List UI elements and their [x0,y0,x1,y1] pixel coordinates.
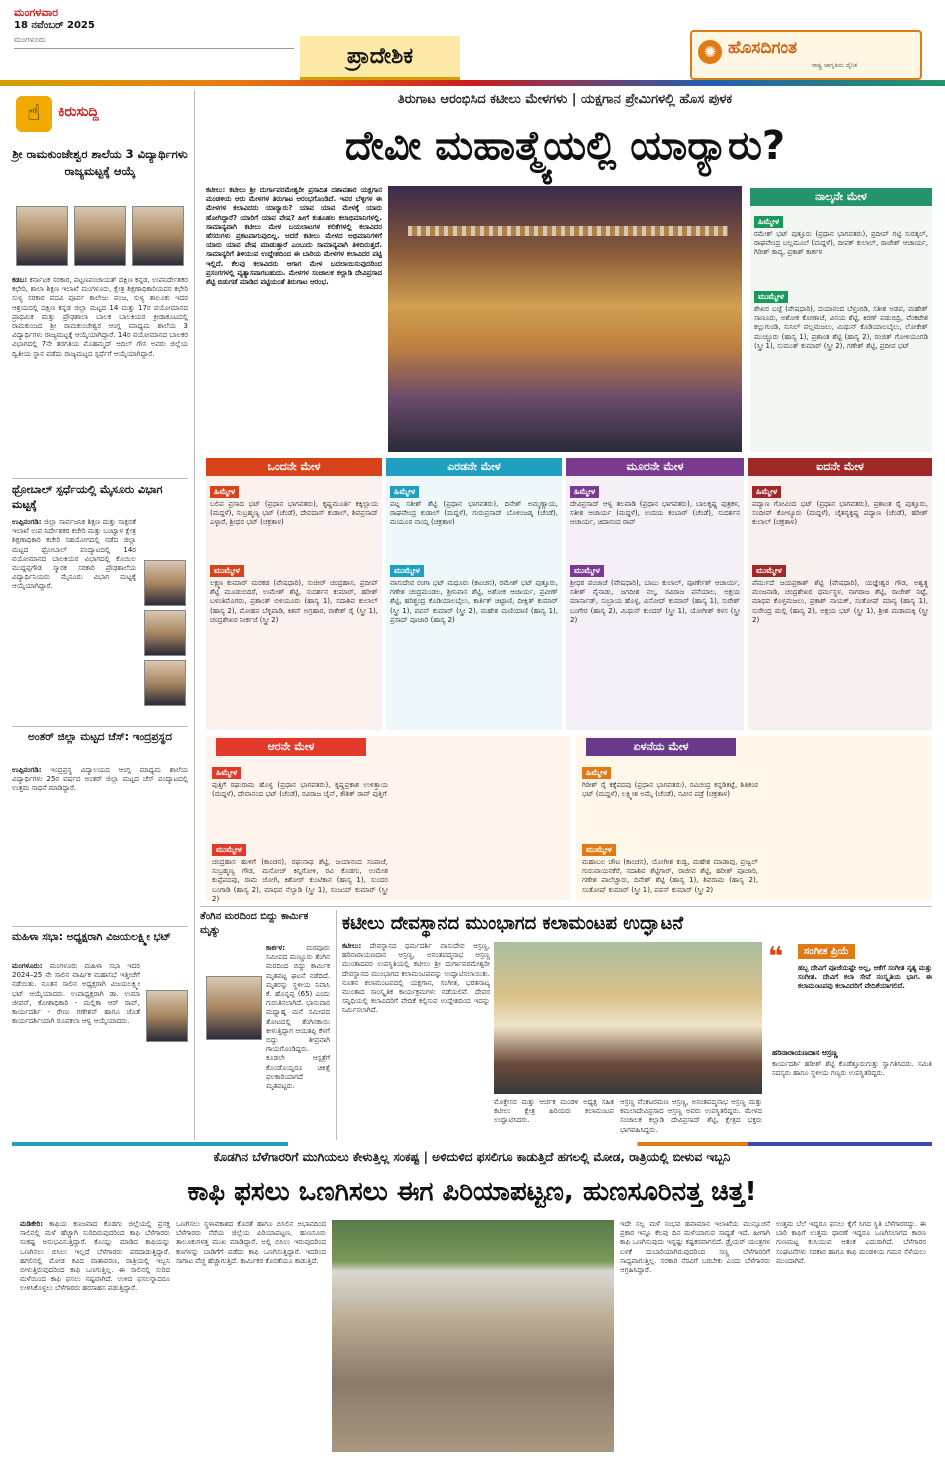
mela-title: ನಾಲ್ಕನೇ ಮೇಳ [750,188,932,206]
dateline: ಉಪ್ಪಿನಂಗಡಿ: [12,766,42,774]
dateline: ಕಡಬ: [12,276,28,284]
dateline: ಕಾರ್ಕಳ: [266,944,285,952]
date-label: 18 ನವೆಂಬರ್ 2025 [14,20,95,31]
kirusuddi-label: ಕಿರುಸುದ್ದಿ [58,104,99,120]
story-text: ದೇವಸ್ಥಾನದ ಧರ್ಮದರ್ಶಿ ವಾಸುದೇವ ಆಸ್ರಣ್ಣ, ಹರಿನಾರಾಯಣದಾಸ ಆಸ್ರಣ್ಣ, ಅನಂತಪದ್ಮನಾಭ ಆಸ್ರಣ್ಣ ಮುಂತಾದವರ ಉಪಸ್ಥಿತಿಯಲ್ಲಿ ಕಟೀಲು ಶ್ರೀ ದುರ್ಗಾಪರಮೇಶ್ವರೀ ದೇವಸ್ಥಾನದ ಮುಂಭಾಗದ ಕಲಾಮಂಟಪವನ್ನು ಉದ್ಘಾಟಿಸಲಾಯಿತು. ನೂತನ ಕಲಾಮಂಟಪದಲ್ಲಿ ಯಕ್ಷಗಾನ, ಸಂಗೀತ, ಭರತನಾಟ್ಯ ಮುಂತಾದ ಸಾಂಸ್ಕೃತಿಕ ಕಾರ್ಯಕ್ರಮಗಳು ನಡೆಯಲಿವೆ. ದೇವರ ಸನ್ನಿಧಿಯಲ್ಲಿ ಕಲಾವಿದರಿಗೆ ವೇದಿಕೆ ಕಲ್ಪಿಸುವ ಉದ್ದೇಶದಿಂದ ಇದನ್ನು ನಿರ್ಮಿಸಲಾಗಿದೆ. [342,942,490,1015]
himmela-tag: ಹಿಮ್ಮೇಳ [582,767,611,779]
city-label: ಮಂಗಳೂರು [14,35,46,44]
mummela-list: ಶೇಖರ ಬಜ್ಪೆ (ವೇಷಧಾರಿ), ದಯಾನಂದ ಬೆಳ್ತಂಗಡಿ, ಸತೀಶ ಅಡಪ, ಮಹೇಶ್ ಸಾಣೂರು, ಅಶೋಕ ಕೋಣಾಜೆ, ವಿನಯ ಶೆಟ್ಟಿ, ಕಿರಣ್ ಪಡುಬಿದ್ರಿ, ವೆಂಕಟೇಶ ಕಲ್ಲುಗುಂಡಿ, ಸುನಿಲ್ ಪಲ್ಲಮಜಲು, ಮಿಥುನ್ ಕೊಡಿಯಾಲಬೈಲು, ಲೋಕೇಶ್ ಮುಚ್ಚೂರು (ಹಾಸ್ಯ 1), ಪ್ರಶಾಂತ ಶೆಟ್ಟಿ (ಹಾಸ್ಯ 2), ರಂಜಿತ್ ಗೋಳಿಯಂಗಡಿ (ಸ್ತ್ರೀ 1), ಸುಮಂತ್ ಕುಮಾರ್ (ಸ್ತ್ರೀ 2), ಗಣೇಶ್ ಶೆಟ್ಟಿ, ಪ್ರದೀಪ ಭಟ್ [754,305,928,350]
mummela-list: ವಾಸುದೇವ ರಂಗಾ ಭಟ್ ಮಧೂರು (ಕಾಂಚನ), ರಮೇಶ್ ಭಟ್ ಪುತ್ತೂರು, ಗಣೇಶ ಚಂದ್ರಮಂಡಲ, ಶ್ರೀನಿವಾಸ ಶೆಟ್ಟಿ, ಅಶೋಕ ಆಚಾರ್ಯ, ಪ್ರವೀಣ್ ಶೆಟ್ಟಿ, ಹರಿಶ್ಚಂದ್ರ ಕೊಡಿಯಾಲಬೈಲು, ಕಾರ್ತಿಕ್ ಚಿಟ್ಟಾಣಿ, ದೀಕ್ಷಿತ್ ಕುಮಾರ್ (ಸ್ತ್ರೀ 1), ಪವನ್ ಕುಮಾರ್ (ಸ್ತ್ರೀ 2), ಮಹೇಶ ಮಣಿಯಾಣಿ (ಹಾಸ್ಯ 1), ಪ್ರಸಾದ್ ಪೂಜಾರಿ (ಹಾಸ್ಯ 2) [390,579,558,624]
mummela-list: ಲಕ್ಷ್ಮಣ ಕುಮಾರ್ ಮರಕಡ (ವೇಷಧಾರಿ), ಸುಜೀರ್ ಚಂದ್ರಹಾಸ, ಪ್ರದೀಪ್ ಶೆಟ್ಟಿ ಮೂಡುಬಿದಿರೆ, ಉಮೇಶ್ ಶೆಟ್ಟಿ, ಸುದರ್ಶನ ಕುಮಾರ್, ಹರೀಶ್ ಬಳಂತಿಮೊಗರು, ಪ್ರಶಾಂತ್ ಬಿಳಿಯೂರು (ಹಾಸ್ಯ 1), ಸದಾಶಿವ ಕುಲಾಲ್ (ಹಾಸ್ಯ 2), ಮೋಹನ ಬೆಳ್ಳಿಪಾಡಿ, ಕಿಶನ್ ಅಗ್ರಹಾರ, ರಾಕೇಶ್ ರೈ (ಸ್ತ್ರೀ 1), ಚಂದ್ರಶೇಖರ ನೀರ್ಕಜೆ (ಸ್ತ್ರೀ 2) [210,579,378,624]
himmela-list: ಪದ್ಯಾಣ ಗೋವಿಂದ ಭಟ್ (ಪ್ರಧಾನ ಭಾಗವತರು), ಪ್ರಶಾಂತ ರೈ ಪುತ್ತೂರು, ಸಂದೀಪ್ ಕೋಳ್ಯೂರು (ಮದ್ದಳೆ), ಚೈತನ್ಯಕೃಷ್ಣ ಪದ್ಯಾಣ (ಚೆಂಡೆ), ಹರೀಶ್ ಕುಲಾಲ್ (ಚಕ್ರತಾಳ) [752,500,928,527]
mela-title: ಮೂರನೇ ಮೇಳ [566,458,744,476]
quote-body: ಕಾರ್ಯದರ್ಶಿ ಹರೀಶ್ ಶೆಟ್ಟಿ ಕೊಡೆತ್ತೂರುಗುತ್ತು ಸ್ವಾಗತಿಸಿದರು. ಸಮಿತಿ ಸದಸ್ಯರು ಹಾಗೂ ಸ್ಥಳೀಯ ಗಣ್ಯರು ಉಪಸ್ಥಿತರಿದ್ದರು. [772,1060,932,1078]
logo-emblem-icon: ✺ [698,40,722,64]
masthead-date-block [14,6,134,45]
mummela-list: ಪೆರ್ಮುದೆ ಜಯಪ್ರಕಾಶ್ ಶೆಟ್ಟಿ (ವೇಷಧಾರಿ), ಯಜ್ಞೇಶ್ವರ ಗೌಡ, ಅಶ್ವತ್ಥ ಮಂಜನಾಡಿ, ಚಂದ್ರಶೇಖರ ಧರ್ಮಸ್ಥಳ, ನಾಗರಾಜ ಶೆಟ್ಟಿ, ರಾಜೇಶ್ ನಿಟ್ಟೆ, ಮಾಧವ ಕೊಳ್ತಮಜಲು, ಪ್ರಕಾಶ್ ನಾಯಕ್, ಸಂತೋಷ್ ಮಾನ್ಯ (ಹಾಸ್ಯ 1), ಸುರೇಂದ್ರ ಮಲ್ಲಿ (ಹಾಸ್ಯ 2), ಅಕ್ಷಯ ಭಟ್ (ಸ್ತ್ರೀ 1), ಶ್ರೀಶ ಮಡಾಮಕ್ಕಿ (ಸ್ತ್ರೀ 2) [752,579,928,624]
quote-tag: ಸಂಗೀತ ಪ್ರಿಯೆ [798,944,855,959]
dateline: ಕಟೀಲು: [342,942,362,950]
story-headline: ಶ್ರೀ ರಾಮಕುಂಜೇಶ್ವರ ಶಾಲೆಯ 3 ವಿದ್ಯಾರ್ಥಿಗಳು ರಾಜ್ಯಮಟ್ಟಕ್ಕೆ ಆಯ್ಕೆ [12,147,188,178]
dateline: ಮಂಗಳೂರು: [12,962,43,970]
coffee-drying-photo [332,1220,614,1452]
lead-headline: ದೇವೀ ಮಹಾತ್ಮ್ಯೆಯಲ್ಲಿ ಯಾರ್‍ಯಾರು? [344,123,786,169]
newspaper-logo [690,30,922,80]
stage-lights [408,226,728,236]
header-rule [14,48,294,49]
photo-caption: ಮೊಕ್ತೇಸರ ಮತ್ತು ಆರ್ಚಕ ಮಂಡಳಿ ಅಧ್ಯಕ್ಷ ಸಹಿತ ಕಟೀಲು ಕ್ಷೇತ್ರ ಹಿರಿಯರು ಕಲಾಮಂಟಪ ಉದ್ಘಾಟಿಸಿದರು. [494,1098,614,1125]
student-photo [144,660,186,706]
coffee-col-4: ಉತ್ತಮ ಬೆಲೆ ಇದ್ದರೂ ಫಸಲು ಕೈಗೆ ಸಿಗದ ಸ್ಥಿತಿ ಬೆಳೆಗಾರರದ್ದು. ಈ ಬಾರಿ ಕಾಫಿಗೆ ಉತ್ತಮ ಧಾರಣೆ ಇದ್ದರೂ ಒಣಗಿಸಲಾಗದ ಕಾರಣ ಗುಣಮಟ್ಟ ಕುಸಿಯುವ ಆತಂಕ ಎದುರಾಗಿದೆ. ಬೆಳೆಗಾರರ ಸಂಘಟನೆಗಳು ಸರಕಾರ ಹಾಗೂ ಕಾಫಿ ಮಂಡಳಿಯ ಗಮನ ಸೆಳೆಯಲು ಮುಂದಾಗಿವೆ. [776,1220,926,1265]
himmela-list: ಗಿರೀಶ್ ರೈ ಕಕ್ಕೆಪದವು (ಪ್ರಧಾನ ಭಾಗವತರು), ರವಿಚಂದ್ರ ಕನ್ನಡಿಕಟ್ಟೆ, ಶಿತಿಕಂಠ ಭಟ್ (ಮದ್ದಳೆ), ಲಕ್ಷ್ಮೀಶ ಅಮೈ (ಚೆಂಡೆ), ನವೀನ ಪಡ್ರೆ (ಚಕ್ರತಾಳ) [582,781,758,799]
mela-box-7 [576,736,932,900]
himmela-tag: ಹಿಮ್ಮೇಳ [570,486,599,498]
kirusuddi-badge [12,94,182,134]
victim-photo [206,976,262,1040]
mummela-tag: ಮುಮ್ಮೇಳ [582,844,616,856]
mela-box-5 [748,458,932,730]
kirusuddi-column [12,90,190,1140]
story-body [12,962,140,1132]
story-text: ಕಾಫಿಯ ಕಣಜವಾದ ಕೊಡಗು ಜಿಲ್ಲೆಯಲ್ಲಿ ಪ್ರಸಕ್ತ ಸಾಲಿನಲ್ಲಿ ಮಳೆ ಹೆಚ್ಚಾಗಿ ಸುರಿದಿರುವುದರಿಂದ ಕಾಫಿ ಬೆಳೆಗಾರರು ಸಂಕಷ್ಟ ಅನುಭವಿಸುತ್ತಿದ್ದಾರೆ. ಕೊಯ್ಲು ಮಾಡಿದ ಕಾಫಿಯನ್ನು ಒಣಗಿಸಲು ಬಿಸಿಲು ಇಲ್ಲದೆ ಬೆಳೆಗಾರರು ಪರದಾಡುತ್ತಿದ್ದಾರೆ. ಹಗಲಿನಲ್ಲಿ ಮೋಡ ಕವಿದ ವಾತಾವರಣ, ರಾತ್ರಿಯಲ್ಲಿ ಇಬ್ಬನಿ ಬೀಳುತ್ತಿರುವುದರಿಂದ ಕಾಫಿ ಒಣಗುತ್ತಿಲ್ಲ. ಈ ಸಾಲಿನಲ್ಲಿ ಸುರಿದ ಮಳೆಯಿಂದ ಕಾಫಿ ಫಸಲು ನಷ್ಟವಾಗಿದೆ. ಉಳಿದ ಫಸಲನ್ನಾದರೂ ಉಳಿಸಿಕೊಳ್ಳಲು ಬೆಳೆಗಾರರು ಹರಸಾಹಸ ಪಡುತ್ತಿದ್ದಾರೆ. [20,1220,170,1293]
story-body [266,944,330,1091]
himmela-tag: ಹಿಮ್ಮೇಳ [210,486,239,498]
story-body [12,518,136,718]
column-divider [194,90,195,1140]
dateline: ಉಪ್ಪಿನಂಗಡಿ: [12,518,42,526]
kalamantapa-body-2: ಆಸ್ರಣ್ಣ ವೆಂಕಟರಮಣ ಆಸ್ರಣ್ಣ, ಅನಂತಪದ್ಮನಾಭ ಆಸ್ರಣ್ಣ ಮತ್ತು ಕಮಲಾದೇವಿಪ್ರಸಾದ ಆಸ್ರಣ್ಣ ಅವರು ಉಪಸ್ಥಿತರಿದ್ದರು. ಮೇಳದ ಸಂಚಾಲಕ ಕಲ್ಲಾಡಿ ದೇವಿಪ್ರಸಾದ್ ಶೆಟ್ಟಿ, ಕ್ಷೇತ್ರದ ಭಕ್ತರು ಭಾಗವಹಿಸಿದ್ದರು. [620,1098,762,1134]
himmela-list: ಪಟ್ಲ ಸತೀಶ್ ಶೆಟ್ಟಿ (ಪ್ರಧಾನ ಭಾಗವತರು), ದಿನೇಶ್ ಅಮ್ಮಣ್ಣಾಯ, ರಾಘವೇಂದ್ರ ಕುಡಾಲ್ (ಮದ್ದಳೆ), ಗುರುಪ್ರಸಾದ್ ಬೊಳಿಂಜಡ್ಕ (ಚೆಂಡೆ), ಮಯೂರ ನಾಯ್ಗ (ಚಕ್ರತಾಳ) [390,500,558,527]
logo-title: ಹೊಸದಿಗಂತ [728,38,798,58]
mela-box-2 [386,458,562,730]
mela-box-6 [206,736,570,903]
mela-box-4 [750,188,932,452]
himmela-tag: ಹಿಮ್ಮೇಳ [752,486,781,498]
mummela-list: ಚಂದ್ರಹಾಸ ಹುಳಿಗೆ (ಕಾಂಚನ), ರಘುನಾಥ ಶೆಟ್ಟಿ, ಜಯಾನಂದ ಸಂಪಾಜೆ, ಸುಬ್ರಹ್ಮಣ್ಯ ಗೌಡ, ಮನೋಜ್ ಕಿನ್ನಿಗೋಳಿ, ರವಿ ಕೊಡಗು, ಉಮೇಶ ಕುಪ್ಪೆಪದವು, ರಾಮ ಜೋಗಿ, ಕಿಶೋರ್ ಕುಂಟಿಕಾನ (ಹಾಸ್ಯ 1), ಸುಂದರ ಬಂಗಾಡಿ (ಹಾಸ್ಯ 2), ಮಾಧವ ನೆಲ್ಯಾಡಿ (ಸ್ತ್ರೀ 1), ಸಂಜಯ್ ಕುಮಾರ್ (ಸ್ತ್ರೀ 2) [212,858,388,903]
himmela-list: ಬಲಿಪ ಪ್ರಸಾದ ಭಟ್ (ಪ್ರಧಾನ ಭಾಗವತರು), ಕೃಷ್ಣಮೂರ್ತಿ ಕಕ್ಕಿಲ್ಲಾಯ (ಮದ್ದಳೆ), ಸುಬ್ರಹ್ಮಣ್ಯ ಭಟ್ (ಚೆಂಡೆ), ದೇವದಾಸ್ ಕುಡಾಲ್, ಶಿವಪ್ರಸಾದ್ ಎಳ್ಳಾರೆ, ಶ್ರೀಧರ ಭಟ್ (ಚಕ್ರತಾಳ) [210,500,378,527]
lead-kicker: ತಿರುಗಾಟ ಆರಂಭಿಸಿದ ಕಟೀಲು ಮೇಳಗಳು | ಯಕ್ಷಗಾನ ಪ್ರೇಮಿಗಳಲ್ಲಿ ಹೊಸ ಪುಳಕ [397,92,733,107]
story-body [12,276,188,472]
story-text: ಮಂಗಳೂರು ಮಹಿಳಾ ಸಭಾ ಇದರ 2024–25 ನೇ ಸಾಲಿನ ವಾರ್ಷಿಕ ಮಹಾಸಭೆ ಇತ್ತೀಚೆಗೆ ನಡೆಯಿತು. ನೂತನ ಸಾಲಿನ ಅಧ್ಯಕ್ಷರಾಗಿ ವಿಜಯಲಕ್ಷ್ಮೀ ಭಟ್ ಆಯ್ಕೆಯಾದರು. ಉಪಾಧ್ಯಕ್ಷರಾಗಿ ಡಾ. ಉಮಾ ಜೀವನ್, ಕೋಶಾಧಿಕಾರಿ - ಮಲ್ಲಿಕಾ ಆರ್ ರಾವ್, ಕಾರ್ಯದರ್ಶಿ - ರೇಣು ಗಣೇಶನ್ ಹಾಗೂ ಜೊತೆ ಕಾರ್ಯದರ್ಶಿಯಾಗಿ ರೂಪಕಲಾ ಆಳ್ವ ಆಯ್ಕೆಯಾದರು. [12,962,140,1026]
quote-icon: ❝ [768,942,784,972]
story-headline: ಅಂತರ್ ಜಿಲ್ಲಾ ಮಟ್ಟದ ಚೆಸ್: ಇಂದ್ರಪ್ರಸ್ಥದ [27,731,172,743]
coffee-col-3: ಇದೇ ಸಲ್ಪ ಮಳೆ ಸಂಭವ ಹವಾಮಾನ ಇಲಾಖೆಯ ಮುನ್ಸೂಚನೆ ಪ್ರಕಾರ ಇನ್ನೂ ಕೆಲವು ದಿನ ಮಳೆಯಾಗುವ ಸಾಧ್ಯತೆ ಇದೆ. ಹೀಗಾಗಿ ಕಾಫಿ ಒಣಗಿಸುವುದು ಇನ್ನಷ್ಟು ಕಷ್ಟಕರವಾಗಲಿದೆ. ಡ್ರೈಯರ್ ಯಂತ್ರಗಳ ಬಳಕೆ ದುಬಾರಿಯಾಗಿರುವುದರಿಂದ ಸಣ್ಣ ಬೆಳೆಗಾರರಿಗೆ ಸಾಧ್ಯವಾಗುತ್ತಿಲ್ಲ. ಸರಕಾರ ನೆರವಿಗೆ ಬರಬೇಕು ಎಂದು ಬೆಳೆಗಾರರು ಆಗ್ರಹಿಸಿದ್ದಾರೆ. [620,1220,770,1275]
student-photo [74,206,126,266]
story-headline: ಮಹಿಳಾ ಸಭಾ: ಅಧ್ಯಕ್ಷರಾಗಿ ವಿಜಯಲಕ್ಷ್ಮೀ ಭಟ್ [12,931,171,943]
mummela-tag: ಮುಮ್ಮೇಳ [570,565,604,577]
coffee-col-1 [20,1220,170,1452]
quote-box [768,942,932,1138]
quote-author: ಹರಿನಾರಾಯಣದಾಸ ಆಸ್ರಣ್ಣ [772,1048,838,1057]
quote-text: ಹಬ್ಬ ದೇವಿಗೆ ಪೂಜೆಯಷ್ಟೇ ಅಲ್ಲ, ಆಕೆಗೆ ಸಂಗೀತ ನೃತ್ಯ ಮತ್ತು ಸಂಗೀತ. ದೇವಿಗೆ ಕಲಾ ಸೇವೆ ಸಂಸ್ಕೃತಿಯ ಭಾಗ. ಈ ಕಲಾಮಂಟಪವು ಕಲಾವಿದರಿಗೆ ವೇದಿಕೆಯಾಗಲಿದೆ. [798,964,932,991]
mummela-tag: ಮುಮ್ಮೇಳ [212,844,246,856]
mummela-list: ಮಹಾಬಲ ಚೌಟ (ಕಾಂಚನ), ಯೋಗೀಶ ಕುಡ್ವ, ಮಹೇಶ ಮಾಡಾವು, ಪ್ರಜ್ವಲ್ ಗುರುವಾಯನಕೆರೆ, ಸದಾಶಿವ ಶೆಟ್ಟಿಗಾರ್, ರಾಜೀವ ಶೆಟ್ಟಿ, ಹರೀಶ್ ಪೂಜಾರಿ, ಗಣೇಶ ಪಾಲೆಚ್ಚಾರು, ದಿನೇಶ್ ಶೆಟ್ಟಿ (ಹಾಸ್ಯ 1), ಶಿವರಾಮ (ಹಾಸ್ಯ 2), ಸಂತೋಷ್ ಕುಮಾರ್ (ಸ್ತ್ರೀ 1), ಪವನ್ ಕುಮಾರ್ (ಸ್ತ್ರೀ 2) [582,858,758,894]
kalamantapa-body [342,942,490,1138]
hand-icon: ☝ [16,96,52,132]
himmela-list: ದೇವಿಪ್ರಸಾದ್ ಆಳ್ವ ತಲಪಾಡಿ (ಪ್ರಧಾನ ಭಾಗವತರು), ಬಾಲಕೃಷ್ಣ ಪುತ್ರಕಳ, ಸತೀಶ ಆಚಾರ್ಯ (ಮದ್ದಳೆ), ಉದಯ ಕಂಬಾರ್ (ಚೆಂಡೆ), ಸುದರ್ಶನ ಆಚಾರ್ಯ, ಚಿದಾನಂದ ರಾವ್ [570,500,740,527]
student-photo [16,206,68,266]
coffee-kicker: ಕೊಡಗಿನ ಬೆಳೆಗಾರರಿಗೆ ಮುಗಿಯಲು ಕೇಳುತ್ತಿಲ್ಲ ಸಂಕಷ್ಟ | ಅಳಿದುಳಿದ ಫಸಲಿಗೂ ಕಾಡುತ್ತಿದೆ ಹಗಲಲ್ಲಿ ಮೋಡ, ರಾತ್ರಿಯಲ್ಲಿ ಬೀಳುವ ಇಬ್ಬನಿ [213,1150,731,1164]
mela-title: ಆರನೇ ಮೇಳ [216,738,366,756]
story-headline: ತೆಂಗಿನ ಮರದಿಂದ ಬಿದ್ದು ಕಾರ್ಮಿಕ ಮೃತ್ಯು [200,911,309,936]
coffee-col-2: ಒಣಗಿಸಲು ಸ್ಥಳಾವಕಾಶದ ಕೊರತೆ ಹಾಗೂ ಬಿಸಿಲಿನ ಅಭಾವದಿಂದ ಬೆಳೆಗಾರರು ನೆರೆಯ ಜಿಲ್ಲೆಯ ಪಿರಿಯಾಪಟ್ಟಣ, ಹುಣಸೂರು ತಾಲೂಕುಗಳತ್ತ ಮುಖ ಮಾಡಿದ್ದಾರೆ. ಅಲ್ಲಿ ಬಿಸಿಲು ಇರುವುದರಿಂದ ಕಣಗಳನ್ನು ಬಾಡಿಗೆಗೆ ಪಡೆದು ಕಾಫಿ ಒಣಗಿಸುತ್ತಿದ್ದಾರೆ. ಇದರಿಂದ ಸಾಗಾಟ ವೆಚ್ಚ ಹೆಚ್ಚಾಗುತ್ತಿದೆ. ಕಾರ್ಮಿಕರ ಕೊರತೆಯೂ ಕಾಡುತ್ತಿದೆ. [176,1220,326,1265]
logo-tagline: ರಾಷ್ಟ್ರ ಜಾಗೃತಿಯ ದೈನಿಕ [812,62,858,69]
story-text: ಕರ್ನಾಟಕ ಸರಕಾರ, ಪಟ್ಟಣಪಂಚಾಯತ್ ದಕ್ಷಿಣ ಕನ್ನಡ, ಉಪನಿರ್ದೇಶಕರ ಕಛೇರಿ, ಶಾಲಾ ಶಿಕ್ಷಣ ಇಲಾಖೆ ಮಂಗಳೂರು, ಕ್ಷೇತ್ರ ಶಿಕ್ಷಣಾಧಿಕಾರಿಯವರ ಕಛೇರಿ ಸುಳ್ಯ ಸರಕಾರ ಪದವಿ ಪೂರ್ವ ಕಾಲೇಜು ಪಂಜ, ಸುಳ್ಯ ತಾಲೂಕು ಇದರ ಆಶ್ರಯದಲ್ಲಿ ದಕ್ಷಿಣ ಕನ್ನಡ ಜಿಲ್ಲಾ ಮಟ್ಟದ 14 ಮತ್ತು 17ರ ವಯೋಮಾನದ ಪ್ರಾಥಮಿಕ ಮತ್ತು ಪ್ರೌಢಶಾಲಾ ಬಾಲಕ ಬಾಲಕಿಯರ ಕ್ರೀಡಾಕೂಟದಲ್ಲಿ ರಾಮಕುಂಜದ ಶ್ರೀ ರಾಮಕುಂಜೇಶ್ವರ ಆಂಗ್ಲ ಮಾಧ್ಯಮ ಶಾಲೆಯ 3 ವಿದ್ಯಾರ್ಥಿಗಳು ರಾಜ್ಯಮಟ್ಟಕ್ಕೆ ಆಯ್ಕೆಯಾಗಿದ್ದಾರೆ. 14ರ ವಯೋಮಾನದ ಬಾಲಕರ ವಿಭಾಗದಲ್ಲಿ 7ನೇ ತರಗತಿಯ ಮೊಹಮ್ಮದ್ ಆದಿಲ್ ಗೌಸ ಅವರು ಜಿಲ್ಲೆಯ ದ್ವಿತೀಯ ಸ್ಥಾನ ಪಡೆದು ರಾಜ್ಯಮಟ್ಟದ ಸ್ಪರ್ಧೆಗೆ ಆಯ್ಕೆಯಾಗಿದ್ದಾರೆ. [12,276,188,358]
mummela-tag: ಮುಮ್ಮೇಳ [754,291,788,303]
student-photo [144,610,186,656]
kalamantapa-headline: ಕಟೀಲು ದೇವಸ್ಥಾನದ ಮುಂಭಾಗದ ಕಲಾಮಂಟಪ ಉದ್ಘಾಟನೆ [342,913,684,934]
mela-title: ಎರಡನೇ ಮೇಳ [386,458,562,476]
mela-title: ಏಳನೆಯ ಮೇಳ [586,738,736,756]
story-headline: ಥ್ರೋಬಾಲ್ ಸ್ಪರ್ಧೆಯಲ್ಲಿ ಮೈಸೂರು ವಿಭಾಗ ಮಟ್ಟಕ್ಕೆ [12,483,163,511]
divider [12,478,188,479]
dateline: ಮಡಿಕೇರಿ: [20,1220,44,1228]
himmela-list: ರಮೇಶ್ ಭಟ್ ಪುತ್ತೂರು (ಪ್ರಧಾನ ಭಾಗವತರು), ಪ್ರದೀಪ್ ಗಟ್ಟಿ ಸುರತ್ಕಲ್, ರಾಘವೇಂದ್ರ ಬಲ್ಲಮೂಲೆ (ಮದ್ದಳೆ), ದೀಪಕ್ ಕುಲಾಲ್, ರಾಜೇಶ್ ಆಚಾರ್ಯ, ಗಿರೀಶ್ ಕಾವ್ಯ, ಪ್ರಕಾಶ್ ಕಾರ್ಕಳ [754,230,928,257]
story-text: ಜಿಲ್ಲಾ ಸಾರ್ವಜನಿಕ ಶಿಕ್ಷಣ ಮತ್ತು ಸಾಕ್ಷರತೆ ಇಲಾಖೆ ಉಪ ನಿರ್ದೇಶಕರ ಕಚೇರಿ ಮತ್ತು ಬಂಟ್ವಾಳ ಕ್ಷೇತ್ರ ಶಿಕ್ಷಣಾಧಿಕಾರಿ ಕಚೇರಿ ಸಹಯೋಗದಲ್ಲಿ ನಡೆದ ಜಿಲ್ಲಾ ಮಟ್ಟದ ಥ್ರೋಬಾಲ್ ಪಂದ್ಯಾಟದಲ್ಲಿ 14ರ ವಯೋಮಾನದ ಬಾಲಕಿಯರ ವಿಭಾಗದಲ್ಲಿ ಕೊಯಿಲ ಮುದ್ದಪ್ಪಗೌಡ ಸ್ಮಾರಕ ಸರಕಾರಿ ಪ್ರೌಢಶಾಲೆಯ ವಿದ್ಯಾರ್ಥಿನಿಯರು ಮೈಸೂರು ವಿಭಾಗ ಮಟ್ಟಕ್ಕೆ ಆಯ್ಕೆಯಾಗಿದ್ದಾರೆ. [12,518,136,591]
divider [12,926,188,927]
lead-intro: ಕಟೀಲು: ಕಟೀಲು ಶ್ರೀ ದುರ್ಗಾಪರಮೇಶ್ವರೀ ಪ್ರಸಾದಿತ ದಶಾವತಾರ ಯಕ್ಷಗಾನ ಮಂಡಳಿಯ ಆರು ಮೇಳಗಳ ತಿರುಗಾಟ ಆರಂಭಗೊಂಡಿದೆ. ಇವರ ಬೆಳ್ಳಿಗಳ ಈ ಮೇಳಗಳ ಕಲಾವಿದರು ಯಾರ್‍ಯಾರು? ಯಾವ ಯಾವ ಮೇಳಕ್ಕೆ ಯಾರು ಹೋಗಿದ್ದಾರೆ? ಯಾರಿಗೆ ಯಾವ ವೇಷ? ಹೀಗೆ ಕುತೂಹಲ ಕಲಾಭಿಮಾನಿಗಳಲ್ಲಿ. ಸಾಮಾನ್ಯವಾಗಿ ಕಟೀಲು ಮೇಳ ಬಯಲಾಟಗಳ ಕಲಿಕೆಗಳಲ್ಲಿ ಕಲಾವಿದರ ಹೆಸರುಗಳು ಪ್ರಕಟವಾಗುವುದಿಲ್ಲ. ಆದರೆ ಕಟೀಲು ಮೇಳದ ಅಭಿಮಾನಿಗಳಿಗೆ ಯಾರು ಯಾವ ವೇಷ ಮಾಡುತ್ತಾರೆ ಎಂಬುದು ಸಾಮಾನ್ಯವಾಗಿ ತಿಳಿದಿರುತ್ತದೆ. ಸಾಮಾನ್ಯರಿಗೆ ತಿಳಿಯುವ ಉದ್ದೇಶದಿಂದ ಈ ಬಾರಿಯ ಮೇಳಗಳ ಕಲಾವಿದರ ಪಟ್ಟಿ ಇಲ್ಲಿದೆ. ಕೆಲವು ಕಲಾವಿದರು ಆಗಾಗ ಮೇಳ ಬದಲಾಯಿಸುವುದರಿಂದ ಪ್ರಸಂಗಗಳಲ್ಲಿ ವ್ಯತ್ಯಾಸವಾಗಬಹುದು. ಮೇಳಗಳ ಸಂಚಾಲಕ ಕಲ್ಲಾಡಿ ದೇವಿಪ್ರಸಾದ ಶೆಟ್ಟಿ ಬಿಡುಗಡೆ ಮಾಡಿದ ಪಟ್ಟಿಯಂತೆ ತಿರುಗಾಟ ಆರಂಭ. [206,186,382,287]
himmela-list: ಪುತ್ತಿಗೆ ರಘುರಾಮ ಹೊಳ್ಳ (ಪ್ರಧಾನ ಭಾಗವತರು), ಕೃಷ್ಣಪ್ರಕಾಶ ಉಳಿತ್ತಾಯ (ಮದ್ದಳೆ), ದೇವಾನಂದ ಭಟ್ (ಚೆಂಡೆ), ರವಿರಾಜ ಜೈನ್, ಕೌಶಿಕ್ ರಾವ್ ಪುತ್ತಿಗೆ [212,781,388,799]
person-photo [146,990,188,1042]
column-divider [336,910,337,1140]
story-text: ಇಂದ್ರಪ್ರಸ್ಥ ವಿದ್ಯಾಲಯದ ಆಂಗ್ಲ ಮಾಧ್ಯಮ ಶಾಲೆಯ ವಿದ್ಯಾರ್ಥಿಗಳು 25ರ ವರ್ಷದ ಅಂತರ್ ಜಿಲ್ಲಾ ಮಟ್ಟದ ಚೆಸ್ ಪಂದ್ಯಾಟದಲ್ಲಿ ಉತ್ತಮ ಸಾಧನೆ ಮಾಡಿದ್ದಾರೆ. [12,766,189,793]
kasturi-story [200,910,330,1140]
mela-title: ಐದನೇ ಮೇಳ [748,458,932,476]
himmela-tag: ಹಿಮ್ಮೇಳ [754,216,783,228]
student-photo [132,206,184,266]
coffee-headline: ಕಾಫಿ ಫಸಲು ಒಣಗಿಸಲು ಈಗ ಪಿರಿಯಾಪಟ್ಟಣ, ಹುಣಸೂರಿನತ್ತ ಚಿತ್ತ! [187,1177,757,1207]
mummela-tag: ಮುಮ್ಮೇಳ [752,565,786,577]
mela-box-1 [206,458,382,730]
mummela-tag: ಮುಮ್ಮೇಳ [210,565,244,577]
student-photo [144,560,186,606]
inauguration-photo [494,942,762,1094]
section-color-bar [12,1142,932,1146]
yakshagana-stage-photo [388,186,742,452]
mummela-tag: ಮುಮ್ಮೇಳ [390,565,424,577]
header-color-bar [0,80,945,86]
himmela-tag: ಹಿಮ್ಮೇಳ [390,486,419,498]
mummela-list: ಶ್ರೀಧರ ಪಂಜಾಜೆ (ವೇಷಧಾರಿ), ಬಾಬು ಕುಲಾಲ್, ಪೂರ್ಣೇಶ್ ಆಚಾರ್ಯ, ಸತೀಶ್ ನೈನಾಡು, ಜಗದೀಶ ನಲ್ಕ, ರವಿರಾಜ ಪನೆಯಾಲ, ಅಕ್ಷಯ ಮಾರ್ನಾಡ್, ಸುಬ್ರಾಯ ಹೊಳ್ಳ, ವಿನೋದ್ ಕುಮಾರ್ (ಹಾಸ್ಯ 1), ಸುರೇಶ್ ಬಂಗೇರ (ಹಾಸ್ಯ 2), ಮಿಥುನ್ ಕುಂದರ್ (ಸ್ತ್ರೀ 1), ಯೋಗೀಶ್ ಕಳಸ (ಸ್ತ್ರೀ 2) [570,579,740,624]
himmela-tag: ಹಿಮ್ಮೇಳ [212,767,241,779]
divider [12,726,188,727]
story-text: ಮರವೂರು ಸಮೀಪದ ಮಣ್ಣೂರು ತೆಂಗಿನ ಮರದಿಂದ ಬಿದ್ದು ಕಾರ್ಮಿಕ ಮೃತಪಟ್ಟ ಘಟನೆ ನಡೆದಿದೆ. ಮೃತರನ್ನು ಸ್ಥಳೀಯ ನಿವಾಸಿ ಕೆ. ಹೊನ್ನಪ್ಪ (65) ಎಂದು ಗುರುತಿಸಲಾಗಿದೆ. ಭಾನುವಾರ ಮಧ್ಯಾಹ್ನ ಮನೆ ಸಮೀಪದ ತೋಟದಲ್ಲಿ ತೆಂಗಿನಕಾಯಿ ಕೀಳುತ್ತಿದ್ದಾಗ ಆಯತಪ್ಪಿ ಕೆಳಗೆ ಬಿದ್ದು ತೀವ್ರವಾಗಿ ಗಾಯಗೊಂಡಿದ್ದರು. ಕೂಡಲೇ ಆಸ್ಪತ್ರೆಗೆ ಕೊಂಡೊಯ್ದರೂ ಚಿಕಿತ್ಸೆ ಫಲಕಾರಿಯಾಗದೆ ಮೃತಪಟ್ಟರು. [266,944,330,1091]
story-body [12,766,188,866]
divider [200,906,932,907]
section-title: ಪ್ರಾದೇಶಿಕ [300,36,460,80]
day-label: ಮಂಗಳವಾರ [14,6,59,19]
mela-box-3 [566,458,744,730]
mela-title: ಒಂದನೇ ಮೇಳ [206,458,382,476]
